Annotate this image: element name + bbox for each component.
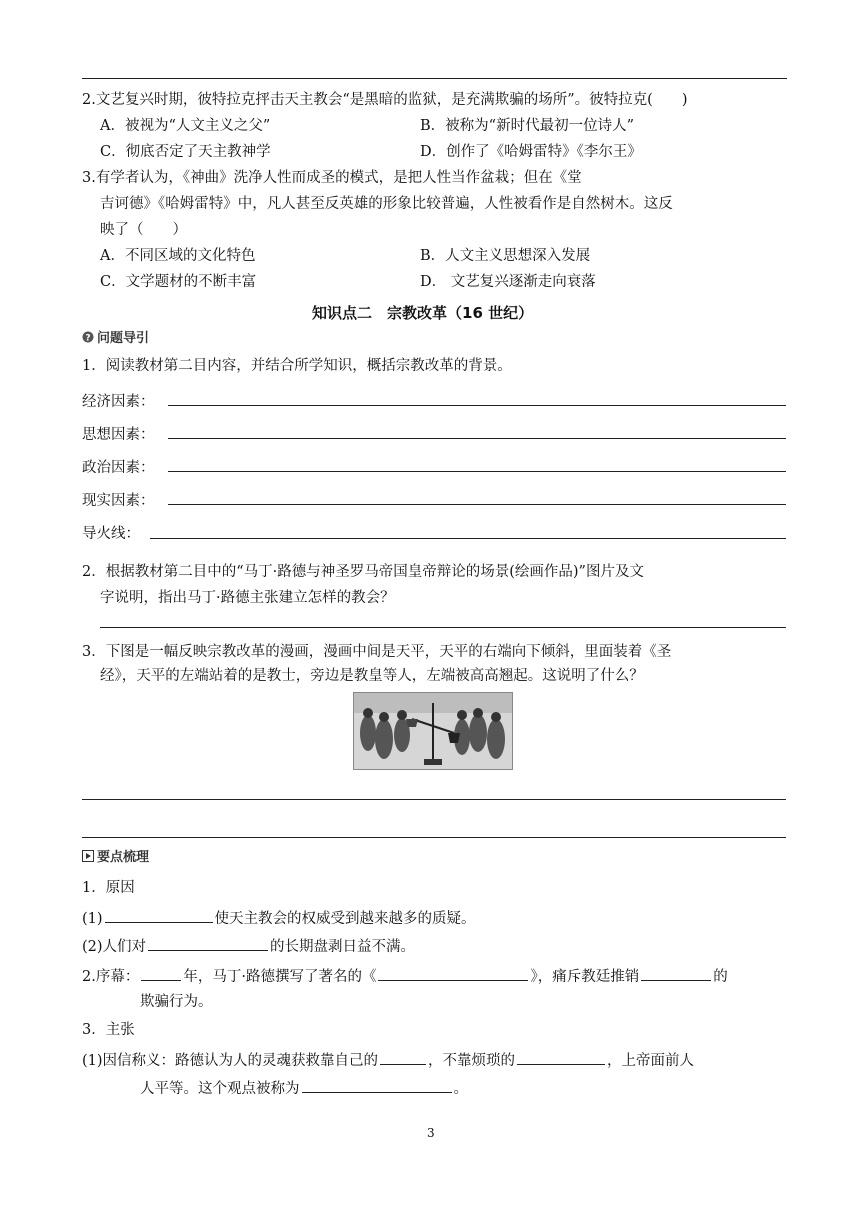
answer-line-political[interactable] [168,471,786,472]
answer-line-q2[interactable] [100,627,786,628]
guide-q3-line-2: 经》，天平的左端站着的是教士，旁边是教皇等人，左端被高高翘起。这说明了什么？ [100,668,644,684]
prelude-line-1: 2.序幕： 年，马丁·路德撰写了著名的《 》，痛斥教廷推销 的 [82,964,728,986]
q2-option-b: B．被称为“新时代最初一位诗人” [420,118,634,134]
blank-idea-faith[interactable] [380,1048,426,1065]
guide-q1: 1．阅读教材第二目内容，并结合所学知识，概括宗教改革的背景。 [82,358,512,374]
q2-stem: 2.文艺复兴时期，彼特拉克抨击天主教会“是黑暗的监狱，是充满欺骗的场所”。彼特拉克( ) [82,92,688,108]
answer-line-economic[interactable] [168,405,786,406]
blank-prelude-item[interactable] [641,964,711,981]
idea-1-line-1: (1)因信称义：路德认为人的灵魂获救靠自己的 ，不靠烦琐的 ，上帝面前人 [82,1048,694,1070]
blank-idea-rituals[interactable] [517,1048,605,1065]
label-practical: 现实因素： [82,493,155,509]
reason-1: (1) 使天主教会的权威受到越来越多的质疑。 [82,906,476,928]
points-tag [82,846,149,865]
page-number: 3 [427,1126,435,1140]
blank-prelude-year[interactable] [141,964,181,981]
q2-option-a: A．被视为“人文主义之父” [100,118,271,134]
guide-tag [82,327,149,346]
points-heading-reasons: 1．原因 [82,880,135,896]
q2-option-c: C．彻底否定了天主教神学 [100,144,271,160]
guide-q2-line-1: 2．根据教材第二目中的“马丁·路德与神圣罗马帝国皇帝辩论的场景(绘画作品)”图片及文 [82,564,644,580]
guide-tag-label: 问题导引 [97,331,150,346]
reason-2: (2)人们对 的长期盘剥日益不满。 [82,934,415,956]
reformation-cartoon-image [353,692,513,770]
guide-q3-line-1: 3．下图是一幅反映宗教改革的漫画，漫画中间是天平，天平的右端向下倾斜，里面装着《圣 [82,644,672,660]
label-economic: 经济因素： [82,394,155,410]
label-ideological: 思想因素： [82,427,155,443]
answer-line-practical[interactable] [168,504,786,505]
q3-option-c: C．文学题材的不断丰富 [100,274,257,290]
cartoon-illustration [354,693,512,769]
q3-line-3: 映了（ ） [100,222,187,238]
blank-prelude-work[interactable] [378,964,528,981]
prelude-line-2: 欺骗行为。 [140,994,213,1010]
idea-1-line-2: 人平等。这个观点被称为 。 [140,1076,468,1098]
answer-line-q3-1[interactable] [82,799,786,800]
points-tag-label: 要点梳理 [97,850,150,865]
header-rule [82,78,787,79]
answer-line-trigger[interactable] [150,538,786,539]
play-square-icon [82,850,94,862]
points-heading-ideas: 3．主张 [82,1022,135,1038]
question-icon [82,331,94,343]
answer-line-ideological[interactable] [168,438,786,439]
q3-option-d: D． 文艺复兴逐渐走向衰落 [420,274,596,290]
svg-text:?: ? [85,332,91,343]
blank-reason-2[interactable] [148,934,268,951]
guide-q2-line-2: 字说明，指出马丁·路德主张建立怎样的教会？ [100,590,395,606]
q3-option-a: A．不同区域的文化特色 [100,248,256,264]
q3-line-1: 3.有学者认为，《神曲》洗净人性而成圣的模式，是把人性当作盆栽；但在《堂 [82,170,582,186]
label-trigger: 导火线： [82,526,140,542]
q2-option-d: D．创作了《哈姆雷特》《李尔王》 [420,144,642,160]
blank-reason-1[interactable] [105,906,213,923]
q3-option-b: B．人文主义思想深入发展 [420,248,591,264]
section-title: 知识点二 宗教改革（16 世纪） [312,304,534,322]
blank-idea-term[interactable] [302,1076,452,1093]
label-political: 政治因素： [82,460,155,476]
q3-line-2: 吉诃德》《哈姆雷特》中，凡人甚至反英雄的形象比较普遍，人性被看作是自然树木。这反 [100,196,673,212]
answer-line-q3-2[interactable] [82,837,786,838]
